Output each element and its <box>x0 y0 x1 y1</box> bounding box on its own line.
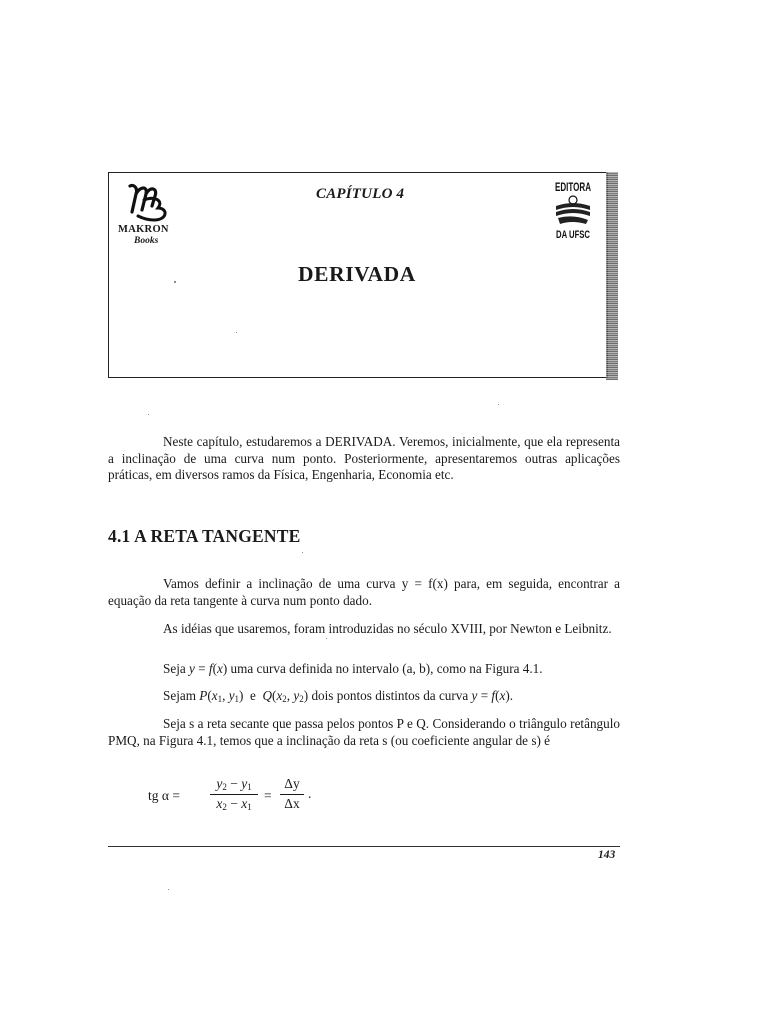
editora-ufsc-logo <box>550 178 596 242</box>
chapter-label: CAPÍTULO 4 <box>316 186 405 202</box>
scan-speck <box>326 638 327 639</box>
delta-x: Δx <box>284 796 300 811</box>
svg-text:EDITORA: EDITORA <box>555 180 592 194</box>
scan-speck <box>174 281 176 283</box>
line4-prefix: Sejam <box>163 688 200 703</box>
section-paragraph-2: As idéias que usaremos, foram introduzidas no século XVIII, por Newton e Leibnitz. <box>163 621 612 636</box>
footer-rule <box>108 846 620 847</box>
formula-fraction-deltas <box>280 776 304 813</box>
line3-suffix: uma curva definida no intervalo (a, b), como na Figura 4.1. <box>227 661 543 676</box>
publisher-subtitle: Books <box>134 236 159 246</box>
chapter-title: DERIVADA <box>298 262 416 286</box>
intro-paragraph: Neste capítulo, estudaremos a DERIVADA. Veremos, inicialmente, que ela representa a inclinação de uma curva num ponto. Posteriormente, apresentaremos outras aplicações práticas, em diversos ramos da Física, Engenharia, Economia etc. <box>108 434 620 482</box>
header-edge-strip <box>606 172 618 380</box>
delta-y: Δy <box>284 776 300 791</box>
scan-speck <box>148 414 149 415</box>
formula-equals: = <box>264 788 272 803</box>
scan-speck <box>498 404 499 405</box>
section-line-4: Sejam $P(x_1$, $y_1$) e $Q(x_2$, $y_2$) dois pontos distintos da curva y = f(x). <box>163 688 514 704</box>
page-number: 143 <box>598 849 616 861</box>
svg-text:DA UFSC: DA UFSC <box>556 229 591 241</box>
scan-speck <box>302 552 303 553</box>
line4-suffix: dois pontos distintos da curva <box>308 688 472 703</box>
makron-books-logo <box>124 180 174 224</box>
section-paragraph-1: Vamos definir a inclinação de uma curva y = f(x) para, em seguida, encontrar a equação da reta tangente à curva num ponto dado. <box>108 576 620 608</box>
formula-fraction-coordinates: $y_2 - y_1$ $x_2 - x_1$ <box>210 776 258 813</box>
line3-prefix: Seja <box>163 661 190 676</box>
section-line-3: Seja y = f(x) uma curva definida no intervalo (a, b), como na Figura 4.1. <box>163 661 543 676</box>
formula-end: . <box>308 786 312 801</box>
scan-speck <box>236 332 237 333</box>
publisher-name: MAKRON <box>118 224 169 235</box>
formula-lhs: tg α = <box>148 788 180 803</box>
line4-connector: e <box>243 688 263 703</box>
section-paragraph-5: Seja s a reta secante que passa pelos pontos P e Q. Considerando o triângulo retângulo PMQ, na Figura 4.1, temos que a inclinação da reta s (ou coeficiente angular de s) é <box>108 716 620 748</box>
function-expression: y <box>189 661 195 676</box>
section-title: 4.1 A RETA TANGENTE <box>108 526 301 546</box>
scan-speck <box>168 889 169 890</box>
